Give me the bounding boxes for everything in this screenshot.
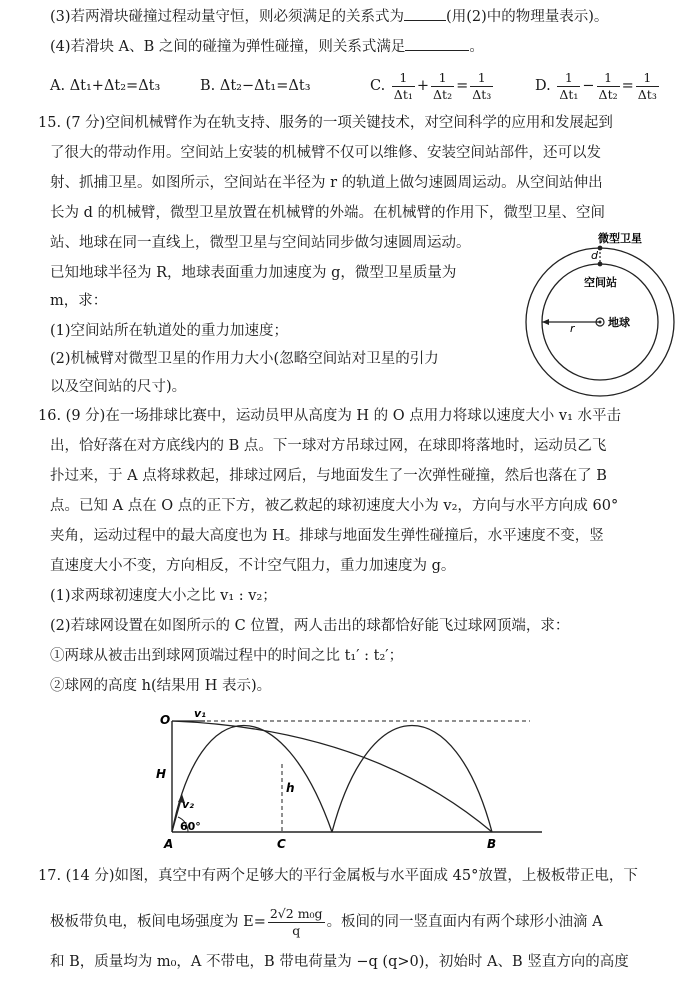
fraction: $\frac{1}{\text{Δt₃}}$ xyxy=(472,69,492,102)
q16-line-10: ②球网的高度 h(结果用 H 表示)。 xyxy=(50,678,272,694)
q15-line-2: 了很大的带动作用。空间站上安装的机械臂不仅可以维修、安装空间站部件，还可以发 xyxy=(50,145,601,161)
option-b: B. Δt₂−Δt₁=Δt₃ xyxy=(200,78,311,94)
label-H: H xyxy=(156,767,167,781)
answer-blank xyxy=(405,36,469,51)
q16-line-1: 16. (9 分)在一场排球比赛中，运动员甲从高度为 H 的 O 点用力将球以速度大小 v₁ 水平击 xyxy=(38,408,622,424)
q15-line-1: 15. (7 分)空间机械臂作为在轨支持、服务的一项关键技术，对空间科学的应用和发展起到 xyxy=(38,115,613,131)
fraction: $\frac{1}{\text{Δt₁}}$ xyxy=(393,69,413,102)
q15-line-3: 射、抓捕卫星。如图所示，空间站在半径为 r 的轨道上做匀速圆周运动。从空间站伸出 xyxy=(50,175,603,191)
trajectory-ball2-A-bounce xyxy=(172,726,332,833)
q16-line-6: 直速度大小不变，方向相反，不计空气阻力，重力加速度为 g。 xyxy=(50,558,456,574)
label-h: h xyxy=(286,781,295,795)
d-label: d xyxy=(591,249,598,262)
q15-line-6: 已知地球半径为 R，地球表面重力加速度为 g，微型卫星质量为 xyxy=(50,265,457,281)
earth-label: 地球 xyxy=(608,316,630,329)
q15-line-8: (1)空间站所在轨道处的重力加速度； xyxy=(50,323,289,339)
q15-line-4: 长为 d 的机械臂，微型卫星放置在机械臂的外端。在机械臂的作用下，微型卫星、空间 xyxy=(50,205,605,221)
volleyball-diagram xyxy=(150,704,550,854)
answer-blank xyxy=(404,6,446,21)
fraction: $\frac{1}{\text{Δt₃}}$ xyxy=(637,69,657,102)
q16-line-5: 夹角，运动过程中的最大高度也为 H。排球与地面发生弹性碰撞后，水平速度不变，竖 xyxy=(50,528,604,544)
satellite-label: 微型卫星 xyxy=(598,232,642,245)
label-O: O xyxy=(160,713,171,727)
label-v2: v₂ xyxy=(182,798,194,811)
label-C: C xyxy=(277,837,286,851)
station-dot xyxy=(598,262,603,267)
q14-part4: (4)若滑块 A、B 之间的碰撞为弹性碰撞，则关系式满足 。 xyxy=(50,36,484,57)
field-fraction: $\frac{\text{2√2 m₀g}}{q}$ xyxy=(269,905,323,938)
label-angle: 60° xyxy=(180,820,201,833)
orbit-diagram xyxy=(525,232,685,400)
q17-line-3: 和 B，质量均为 m₀，A 不带电，B 带电荷量为 −q (q>0)，初始时 A、B 竖直方向的高度 xyxy=(50,954,629,970)
q16-line-2: 出，恰好落在对方底线内的 B 点。下一球对方吊球过网，在球即将落地时，运动员乙飞 xyxy=(50,438,607,454)
option-d: D. $\frac{1}{\text{Δt₁}}$ − $\frac{1}{\text{Δt₂}}$ = $\frac{1}{\text{Δt₃}}$ xyxy=(535,69,657,102)
fraction: $\frac{1}{\text{Δt₁}}$ xyxy=(559,69,579,102)
fraction: $\frac{1}{\text{Δt₂}}$ xyxy=(433,69,453,102)
q16-line-7: (1)求两球初速度大小之比 v₁ : v₂； xyxy=(50,588,277,604)
q14-options xyxy=(50,66,680,106)
trajectory-ball1-O-B xyxy=(172,721,492,832)
q15-line-10: 以及空间站的尺寸)。 xyxy=(50,379,187,395)
q16-line-3: 扑过来，于 A 点将球救起，排球过网后，与地面发生了一次弹性碰撞，然后也落在了 B xyxy=(50,468,607,484)
arrow-head-icon xyxy=(542,319,549,325)
label-v1: v₁ xyxy=(194,707,206,720)
option-a: A. Δt₁+Δt₂=Δt₃ xyxy=(50,78,161,94)
label-A: A xyxy=(164,837,174,851)
station-label: 空间站 xyxy=(584,276,617,289)
q15-line-5: 站、地球在同一直线上，微型卫星与空间站同步做匀速圆周运动。 xyxy=(50,235,471,251)
q17-line-2: 极板带负电，板间电场强度为 E= $\frac{\text{2√2 m₀g}}{q}$ 。板间的同一竖直面内有两个球形小油滴 A xyxy=(50,905,603,938)
q15-line-9: (2)机械臂对微型卫星的作用力大小(忽略空间站对卫星的引力 xyxy=(50,351,439,367)
r-label: r xyxy=(570,322,575,335)
label-B: B xyxy=(487,837,497,851)
satellite-dot xyxy=(598,246,603,251)
option-c: C. $\frac{1}{\text{Δt₁}}$ + $\frac{1}{\text{Δt₂}}$ = $\frac{1}{\text{Δt₃}}$ xyxy=(370,69,492,102)
q14-part3: (3)若两滑块碰撞过程动量守恒，则必须满足的关系式为 (用(2)中的物理量表示)。 xyxy=(50,6,608,27)
q16-line-4: 点。已知 A 点在 O 点的正下方，被乙救起的球初速度大小为 v₂，方向与水平方向成 60° xyxy=(50,498,619,514)
q16-line-9: ①两球从被击出到球网顶端过程中的时间之比 t₁′ : t₂′； xyxy=(50,648,404,664)
q15-line-7: m，求： xyxy=(50,293,108,309)
q16-line-8: (2)若球网设置在如图所示的 C 位置，两人击出的球都恰好能飞过球网顶端，求： xyxy=(50,618,570,634)
fraction: $\frac{1}{\text{Δt₂}}$ xyxy=(598,69,618,102)
q17-line-1: 17. (14 分)如图，真空中有两个足够大的平行金属板与水平面成 45°放置，上极板带正电，下 xyxy=(38,868,638,884)
